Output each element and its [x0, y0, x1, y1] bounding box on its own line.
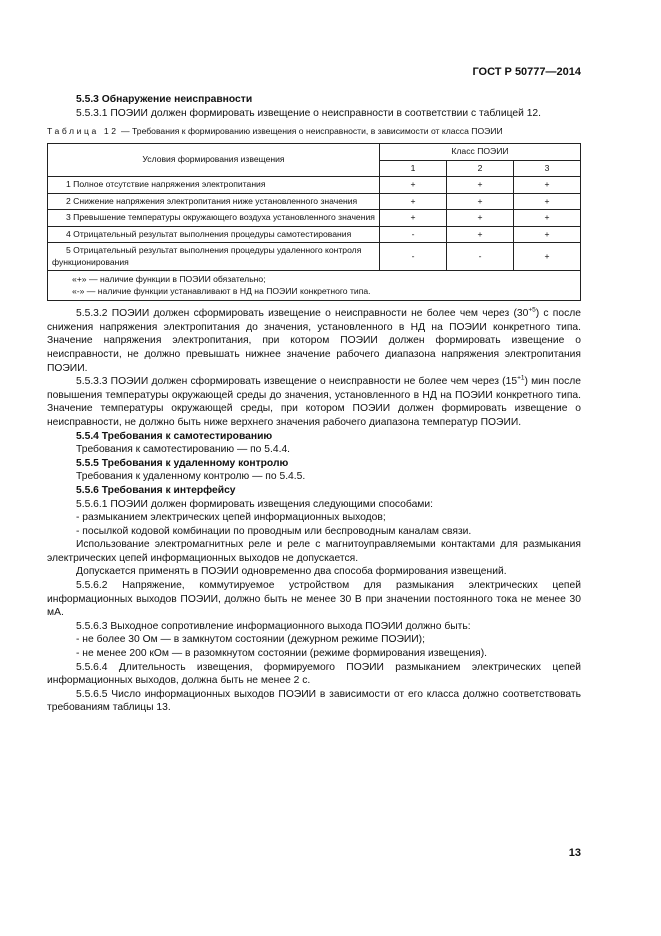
- table-notes: [48, 271, 581, 301]
- table-cell-condition: 5 Отрицательный результат выполнения процедуры удаленного контроля функционирования: [48, 243, 380, 271]
- document-header: ГОСТ Р 50777—2014: [472, 66, 581, 78]
- paragraph-5-5-3-3-end: ) мин после повышения температуры окружающей среды до значения, установленного в НД на ПОЭИИ конкретного типа. Значение температуры окружающей среды, при котором ПОЭИИ должен формировать извещение о неисправности, не должно быть ниже верхнего значения рабочего диапазона температур ПОЭИИ.: [47, 376, 581, 428]
- section-5-5-3-heading: 5.5.3 Обнаружение неисправности: [76, 94, 253, 105]
- paragraph-5-5-3-2-end: ) с после снижения напряжения электропитания до значения, установленного в НД на ПОЭИИ конкретного типа. Значение напряжения электропитания, при котором ПОЭИИ должен формировать извещение о неисправности, не должно превышать нижнее значение рабочего диапазона напряжения электропитания ПОЭИИ.: [47, 308, 581, 374]
- table-row: [48, 226, 581, 243]
- paragraph-two-methods: Допускается применять в ПОЭИИ одновременно два способа формирования извещений.: [76, 566, 507, 578]
- list-item: - не более 30 Ом — в замкнутом состоянии (дежурном режиме ПОЭИИ);: [76, 634, 425, 646]
- paragraph-5-5-3-3-start: 5.5.3.3 ПОЭИИ должен сформировать извещение о неисправности не более чем через (15: [76, 376, 518, 388]
- class-3-header: 3: [514, 160, 581, 177]
- table-cell-class-3: +: [514, 210, 581, 227]
- paragraph-5-5-4: Требования к самотестированию — по 5.4.4.: [76, 444, 291, 456]
- table-cell-class-1: -: [380, 226, 447, 243]
- table-row: [48, 193, 581, 210]
- section-5-5-6-heading: 5.5.6 Требования к интерфейсу: [76, 484, 236, 496]
- list-item: - не менее 200 кОм — в разомкнутом состоянии (режиме формирования извещения).: [76, 648, 487, 660]
- paragraph-5-5-3-1: 5.5.3.1 ПОЭИИ должен формировать извещение о неисправности в соответствии с таблицей 12.: [76, 107, 542, 119]
- table-cell-condition: 1 Полное отсутствие напряжения электропитания: [48, 177, 380, 194]
- table-row: [48, 210, 581, 227]
- table-cell-class-3: +: [514, 243, 581, 271]
- paragraph-5-5-3-2: [47, 307, 581, 375]
- table-cell-class-1: +: [380, 210, 447, 227]
- table-cell-class-2: +: [447, 210, 514, 227]
- table-row: [48, 177, 581, 194]
- tolerance-superscript: +1: [517, 374, 525, 382]
- table-cell-condition: 2 Снижение напряжения электропитания ниже установленного значения: [48, 193, 380, 210]
- paragraph-5-5-6-2: 5.5.6.2 Напряжение, коммутируемое устройством для размыкания электрических цепей информационных выходов ПОЭИИ, должно быть не менее 30 В при значении постоянного тока не менее 30 мА.: [47, 580, 581, 619]
- list-item: - посылкой кодовой комбинации по проводным или беспроводным каналам связи.: [76, 525, 472, 537]
- table-cell-class-1: +: [380, 177, 447, 194]
- table-cell-class-2: +: [447, 177, 514, 194]
- table-notes-row: [48, 271, 581, 301]
- table-cell-class-1: +: [380, 193, 447, 210]
- class-2-header: 2: [447, 160, 514, 177]
- table-cell-condition: 4 Отрицательный результат выполнения процедуры самотестирования: [48, 226, 380, 243]
- paragraph-5-5-6-3: 5.5.6.3 Выходное сопротивление информационного выхода ПОЭИИ должно быть:: [76, 620, 471, 632]
- paragraph-relay-prohibition: Использование электромагнитных реле и реле с магнитоуправляемыми контактами для размыкания электрических цепей информационных выходов не допускается.: [47, 539, 581, 564]
- table-cell-class-3: +: [514, 177, 581, 194]
- table-cell-class-1: -: [380, 243, 447, 271]
- table-12-caption-text: — Требования к формированию извещения о неисправности, в зависимости от класса ПОЭИИ: [118, 126, 503, 137]
- paragraph-5-5-3-3: [47, 375, 581, 429]
- table-12-caption: [47, 126, 581, 137]
- page-number: 13: [568, 847, 581, 859]
- table-cell-class-3: +: [514, 193, 581, 210]
- class-column-header: Класс ПОЭИИ: [380, 144, 581, 161]
- table-row: [48, 243, 581, 271]
- paragraph-5-5-3-2-start: 5.5.3.2 ПОЭИИ должен сформировать извещение о неисправности не более чем через (30: [76, 308, 529, 320]
- table-cell-class-2: +: [447, 193, 514, 210]
- tolerance-superscript: +5: [528, 306, 536, 314]
- conditions-column-header: Условия формирования извещения: [48, 144, 380, 177]
- table-12-caption-prefix: Таблица 12: [47, 126, 119, 137]
- table-cell-class-2: +: [447, 226, 514, 243]
- paragraph-5-5-6-4: 5.5.6.4 Длительность извещения, формируемого ПОЭИИ размыканием электрических цепей информационных выходов, должна быть не менее 2 с.: [47, 661, 581, 687]
- section-5-5-5-heading: 5.5.5 Требования к удаленному контролю: [76, 457, 289, 469]
- document-body: [47, 93, 581, 715]
- paragraph-5-5-6-5: 5.5.6.5 Число информационных выходов ПОЭИИ в зависимости от его класса должно соответствовать требованиям таблицы 13.: [47, 688, 581, 714]
- table-cell-class-3: +: [514, 226, 581, 243]
- table-cell-condition: 3 Превышение температуры окружающего воздуха установленного значения: [48, 210, 380, 227]
- class-1-header: 1: [380, 160, 447, 177]
- paragraph-5-5-6-1: 5.5.6.1 ПОЭИИ должен формировать извещения следующими способами:: [76, 498, 433, 510]
- table-note-plus: «+» — наличие функции в ПОЭИИ обязательно;: [72, 274, 266, 285]
- section-5-5-4-heading: 5.5.4 Требования к самотестированию: [76, 430, 273, 442]
- table-note-minus: «-» — наличие функции устанавливают в НД на ПОЭИИ конкретного типа.: [72, 285, 371, 296]
- table-12: [47, 143, 581, 301]
- table-header-row: [48, 144, 581, 161]
- table-cell-class-2: -: [447, 243, 514, 271]
- list-item: - размыканием электрических цепей информационных выходов;: [76, 512, 386, 524]
- paragraph-5-5-5: Требования к удаленному контролю — по 5.4.5.: [76, 471, 306, 483]
